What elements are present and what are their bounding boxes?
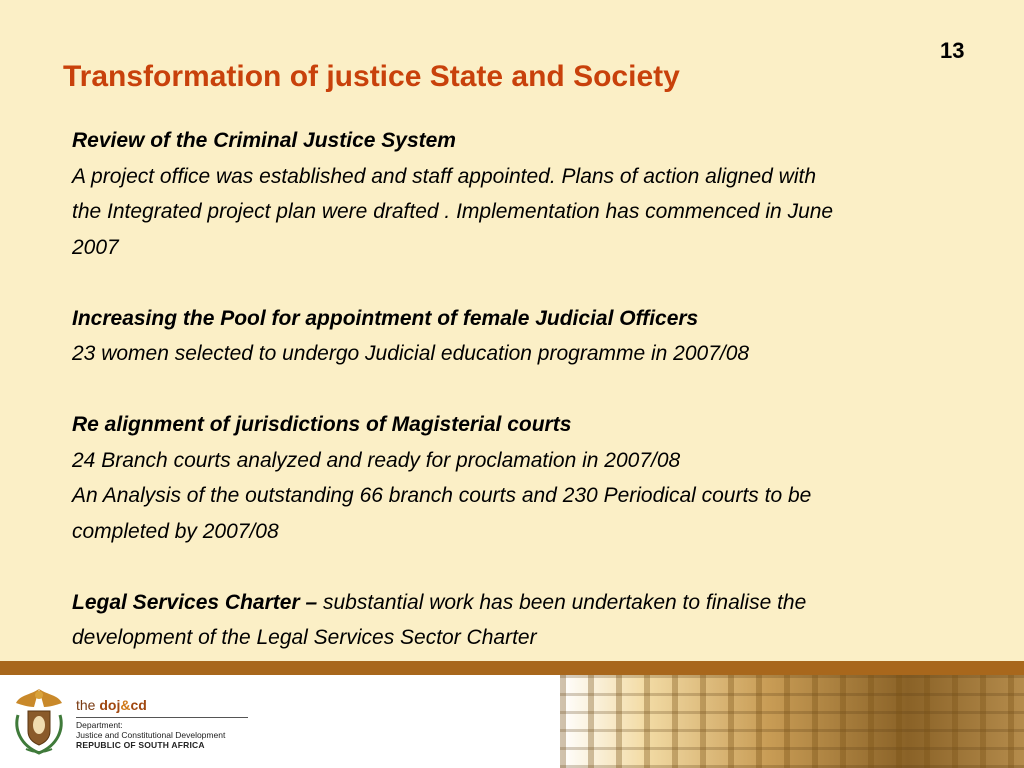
body-line: the Integrated project plan were drafted . Implementation has commenced in June — [72, 200, 834, 223]
footer-building-photo — [560, 675, 1024, 768]
body-line: 2007 — [72, 235, 119, 259]
section-heading-inline: Legal Services Charter – — [72, 590, 318, 614]
dept-line: Justice and Constitutional Development — [76, 730, 226, 740]
footer-band — [0, 661, 1024, 675]
section-heading: Re alignment of jurisdictions of Magisterial courts — [72, 413, 572, 436]
body-line: 24 Branch courts analyzed and ready for proclamation in 2007/08 — [72, 448, 681, 472]
slide-title: Transformation of justice State and Society — [63, 60, 680, 93]
dept-line: Department: — [76, 720, 123, 730]
brand-logo-text — [76, 697, 147, 713]
body-line: development of the Legal Services Sector Charter — [72, 626, 537, 649]
body-line: An Analysis of the outstanding 66 branch courts and 230 Periodical courts to be — [72, 484, 812, 507]
brand-the: the — [76, 697, 100, 713]
section-magisterial-courts — [72, 407, 1012, 549]
dept-country: REPUBLIC OF SOUTH AFRICA — [76, 740, 205, 750]
section-heading: Review of the Criminal Justice System — [72, 129, 456, 152]
brand-cd: cd — [130, 697, 147, 713]
body-line: completed by 2007/08 — [72, 519, 279, 543]
slide-number: 13 — [940, 38, 965, 63]
section-female-judicial-officers — [72, 301, 1012, 372]
body-line: A project office was established and staff appointed. Plans of action aligned with — [72, 164, 817, 188]
body-line-rest: substantial work has been undertaken to finalise the — [317, 590, 807, 614]
department-name — [76, 720, 225, 750]
section-heading: Increasing the Pool for appointment of female Judicial Officers — [72, 306, 699, 330]
brand-amp: & — [120, 697, 131, 713]
body-line: 23 women selected to undergo Judicial education programme in 2007/08 — [72, 342, 750, 365]
section-criminal-justice — [72, 123, 1012, 265]
brand-divider — [76, 717, 248, 718]
slide-body — [72, 123, 1012, 656]
brand-doj: doj — [99, 697, 121, 713]
coat-of-arms-icon — [12, 685, 66, 757]
section-legal-services-charter — [72, 585, 1012, 656]
footer — [0, 675, 1024, 768]
body-line — [72, 585, 1012, 621]
